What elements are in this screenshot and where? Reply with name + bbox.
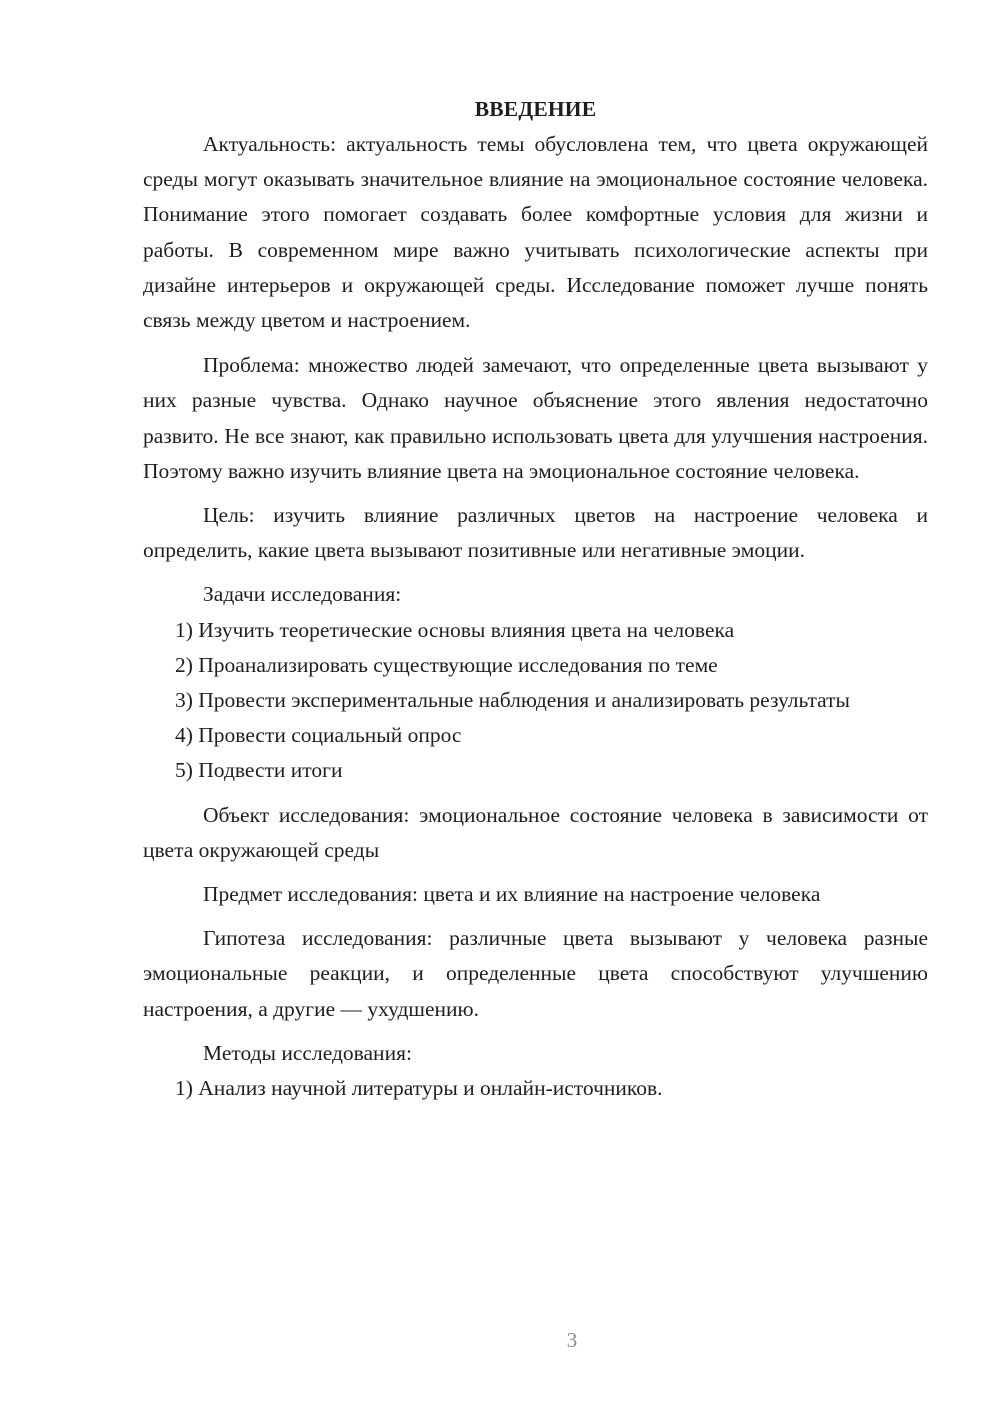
paragraph-relevance: Актуальность: актуальность темы обусловлена тем, что цвета окружающей среды могут оказывать значительное влияние на эмоциональное состояние человека. Понимание этого помогает создавать более комфортные условия для жизни и работы. В современном мире важно учитывать психологические аспекты при дизайне интерьеров и окружающей среды. Исследование поможет лучше понять связь между цветом и настроением. (143, 132, 928, 333)
paragraph-hypothesis: Гипотеза исследования: различные цвета вызывают у человека разные эмоциональные реакции, и определенные цвета способствуют улучшению настроения, а другие — ухудшению. (143, 926, 928, 1021)
methods-heading: Методы исследования: (203, 1040, 412, 1065)
task-item-4: 4) Провести социальный опрос (175, 723, 462, 748)
document-body (143, 92, 928, 1106)
paragraph-problem: Проблема: множество людей замечают, что определенные цвета вызывают у них разные чувства. Однако научное объяснение этого явления недостаточно развито. Не все знают, как правильно использовать цвета для улучшения настроения. Поэтому важно изучить влияние цвета на эмоциональное состояние человека. (143, 353, 928, 483)
method-item-1: 1) Анализ научной литературы и онлайн-источников. (175, 1076, 663, 1101)
paragraph-goal: Цель: изучить влияние различных цветов на настроение человека и определить, какие цвета вызывают позитивные или негативные эмоции. (143, 503, 928, 563)
task-item-2: 2) Проанализировать существующие исследования по теме (175, 652, 718, 677)
page-title: ВВЕДЕНИЕ (474, 97, 597, 121)
task-item-1: 1) Изучить теоретические основы влияния цвета на человека (175, 617, 735, 642)
page-number: 3 (566, 1328, 578, 1352)
paragraph-subject: Предмет исследования: цвета и их влияние на настроение человека (203, 882, 821, 907)
task-item-3: 3) Провести экспериментальные наблюдения и анализировать результаты (175, 688, 851, 713)
tasks-heading: Задачи исследования: (203, 582, 402, 607)
task-item-5: 5) Подвести итоги (175, 758, 343, 783)
paragraph-object: Объект исследования: эмоциональное состояние человека в зависимости от цвета окружающей среды (143, 802, 928, 862)
